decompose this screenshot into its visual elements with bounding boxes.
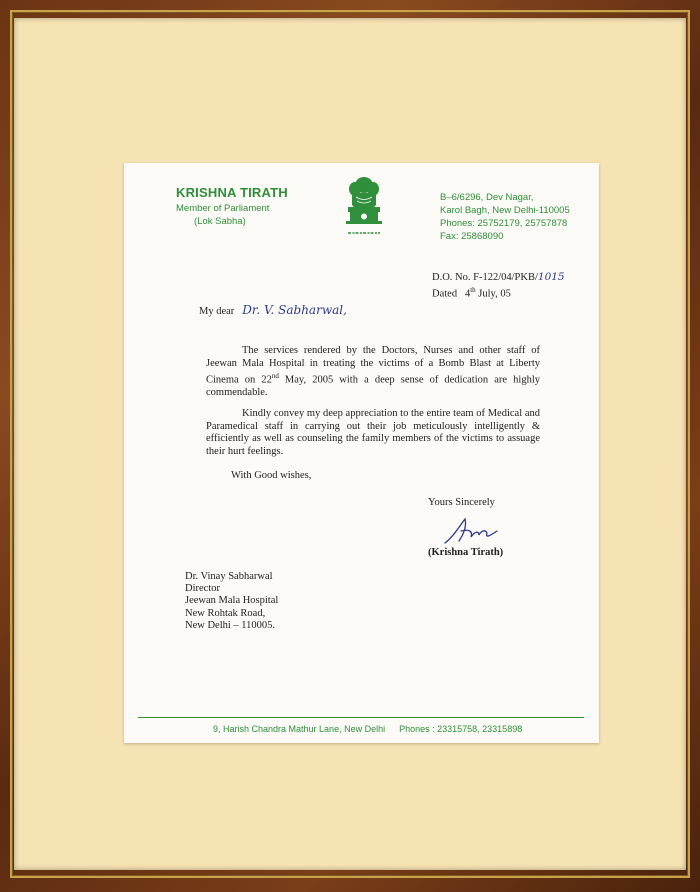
letterhead-title: Member of Parliament <box>176 203 270 214</box>
do-number-printed: D.O. No. F-122/04/PKB/ <box>432 272 538 283</box>
p1-end: May, 2005 with a deep sense of dedication are highly commendable. <box>206 374 540 398</box>
p1-start: The services rendered by the Doctors, Nurses and other staff of Jeewan Mala Hospital in treating the victims of a Bomb Blast at Liberty Cinema on 22 <box>206 345 540 386</box>
date-day: 4 <box>464 288 471 300</box>
recipient-line: New Rohtak Road, <box>185 607 266 619</box>
recipient-line: Jeewan Mala Hospital <box>185 595 279 607</box>
letter-sheet <box>124 163 599 743</box>
salutation-handwritten: Dr. V. Sabharwal, <box>242 303 347 317</box>
recipient-line: New Delhi – 110005. <box>185 619 276 631</box>
state-emblem-icon <box>342 173 386 239</box>
address-line: Phones: 25752179, 25757878 <box>440 218 568 229</box>
recipient-address <box>185 571 278 632</box>
body-paragraph-1 <box>206 345 540 400</box>
footer-rule <box>138 717 584 718</box>
footer-address: 9, Harish Chandra Mathur Lane, New Delhi <box>213 724 386 734</box>
reference-block <box>432 271 565 301</box>
salutation-printed: My dear <box>199 306 235 317</box>
frame-mat <box>14 18 686 870</box>
p1-sup: nd <box>271 372 279 380</box>
date-label: Dated <box>432 288 458 300</box>
letter-date <box>432 284 565 301</box>
letterhead-name: KRISHNA TIRATH <box>176 185 288 200</box>
do-number-handwritten: 1015 <box>537 271 565 283</box>
address-line: Fax: 25868090 <box>440 231 504 242</box>
date-suffix: th <box>470 286 476 294</box>
address-line: B–6/6296, Dev Nagar, <box>440 192 534 203</box>
recipient-line: Dr. Vinay Sabharwal <box>185 571 273 582</box>
signatory-name: (Krishna Tirath) <box>428 547 504 558</box>
salutation <box>199 303 347 317</box>
closing-yours: Yours Sincerely <box>428 497 495 508</box>
footer-phones: Phones : 23315758, 23315898 <box>399 724 523 734</box>
body-paragraph-2: Kindly convey my deep appreciation to the entire team of Medical and Paramedical staff in carrying out their job meticulously intelligently & efficiently as well as counseling the family members of the victims to assuage their hurt feelings. <box>206 408 540 457</box>
do-number <box>432 271 565 284</box>
address-line: Karol Bagh, New Delhi-110005 <box>440 205 570 216</box>
letter-footer <box>213 724 522 734</box>
signature-mark <box>439 513 501 549</box>
closing-wishes: With Good wishes, <box>231 470 312 481</box>
letterhead-address <box>440 191 570 243</box>
date-rest: July, 05 <box>475 288 511 300</box>
recipient-line: Director <box>185 583 220 595</box>
letterhead-house: (Lok Sabha) <box>194 216 246 227</box>
